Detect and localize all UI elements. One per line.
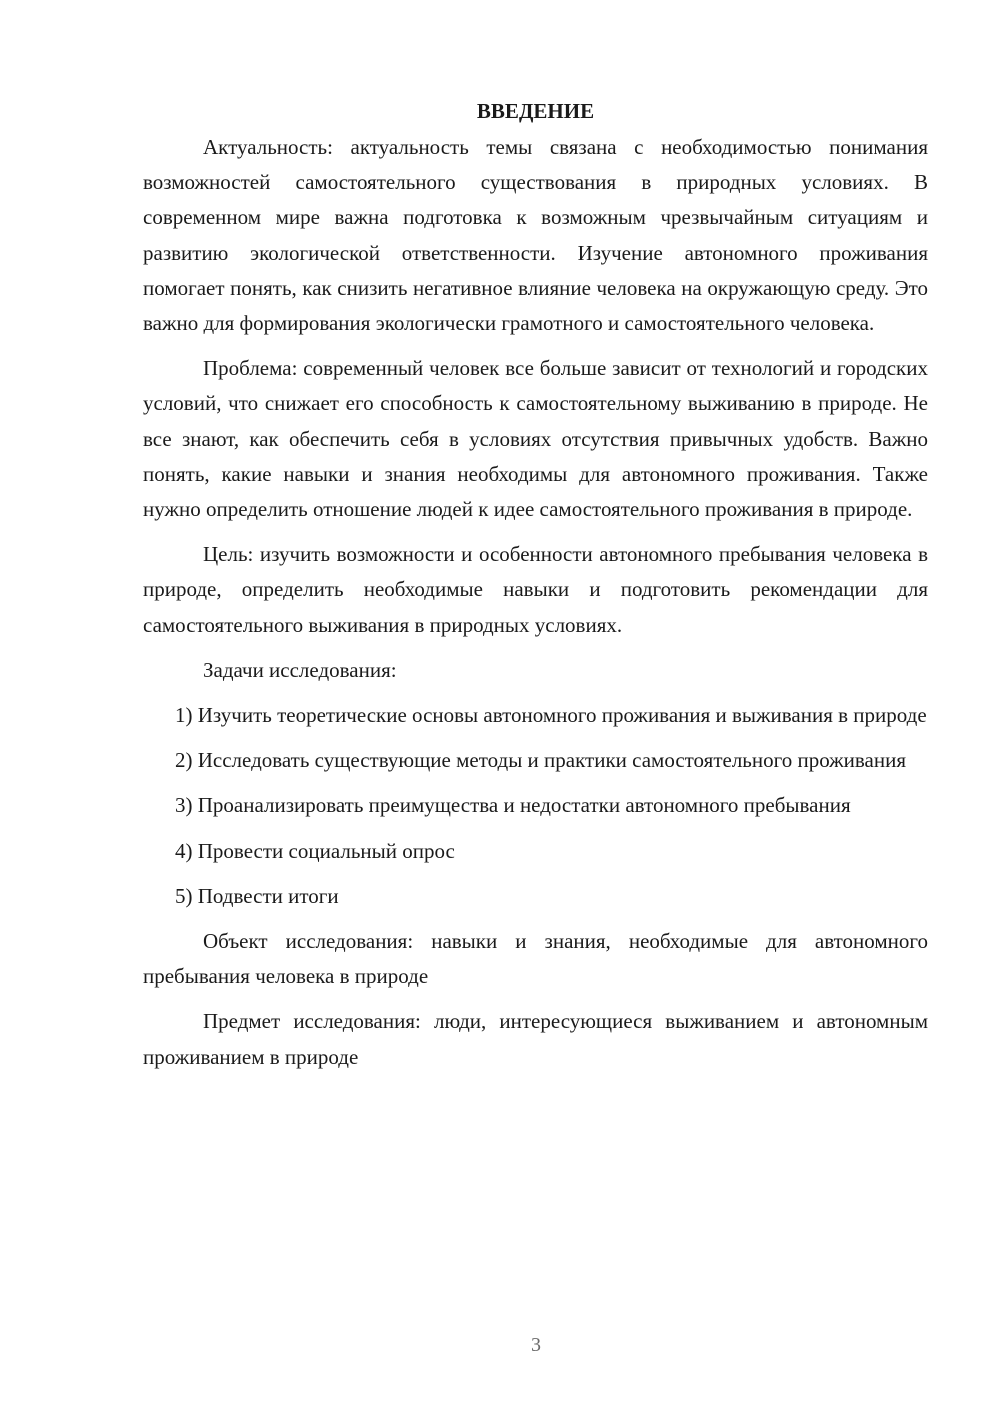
page-number: 3: [531, 1334, 541, 1356]
subject-paragraph: Предмет исследования: люди, интересующиеся выживанием и автономным проживанием в природе: [143, 1009, 928, 1069]
document-body: [143, 96, 928, 1075]
goal-paragraph: Цель: изучить возможности и особенности автономного пребывания человека в природе, определить необходимые навыки и подготовить рекомендации для самостоятельного выживания в природных условиях.: [143, 542, 928, 637]
page-title: ВВЕДЕНИЕ: [476, 99, 595, 123]
task-item-4: 4) Провести социальный опрос: [175, 838, 455, 863]
task-item-3: 3) Проанализировать преимущества и недостатки автономного пребывания: [175, 793, 851, 818]
object-paragraph: Объект исследования: навыки и знания, необходимые для автономного пребывания человека в природе: [143, 929, 928, 989]
task-item-2: 2) Исследовать существующие методы и практики самостоятельного проживания: [175, 748, 907, 773]
task-item-1: 1) Изучить теоретические основы автономного проживания и выживания в природе: [175, 703, 927, 728]
task-item-5: 5) Подвести итоги: [175, 883, 339, 908]
tasks-heading: Задачи исследования:: [203, 657, 397, 682]
problem-paragraph: Проблема: современный человек все больше зависит от технологий и городских условий, что снижает его способность к самостоятельному выживанию в природе. Не все знают, как обеспечить себя в условиях отсутствия привычных удобств. Важно понять, какие навыки и знания необходимы для автономного проживания. Также нужно определить отношение людей к идее самостоятельного проживания в природе.: [143, 356, 928, 522]
relevance-paragraph: Актуальность: актуальность темы связана с необходимостью понимания возможностей самостоятельного существования в природных условиях. В современном мире важна подготовка к возможным чрезвычайным ситуациям и развитию экологической ответственности. Изучение автономного проживания помогает понять, как снизить негативное влияние человека на окружающую среду. Это важно для формирования экологически грамотного и самостоятельного человека.: [143, 135, 928, 336]
